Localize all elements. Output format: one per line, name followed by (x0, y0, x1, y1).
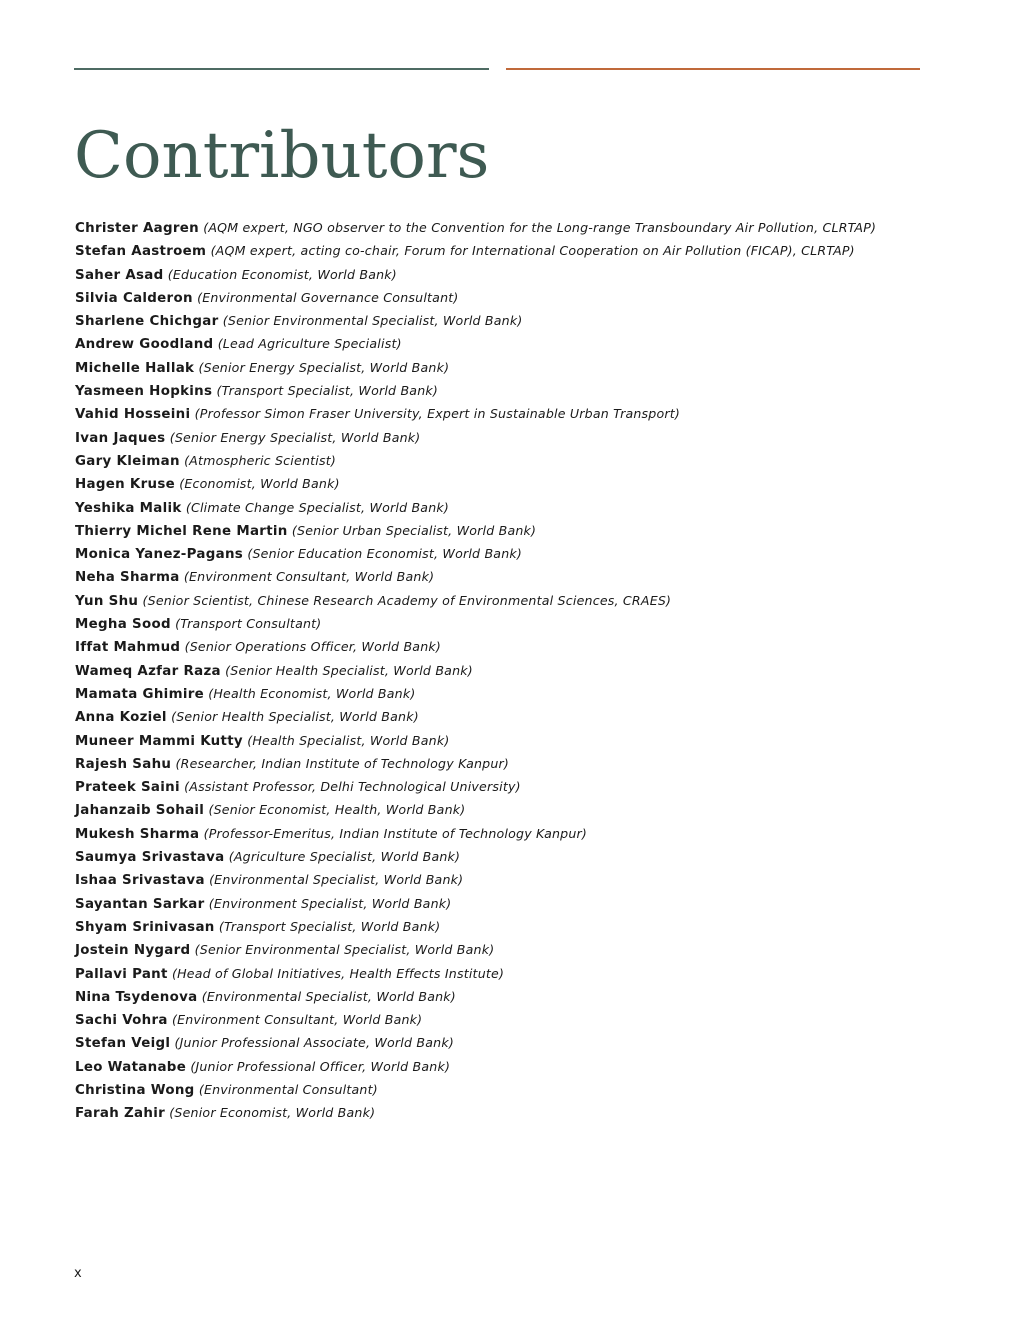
contributor-name: Farah Zahir (75, 1106, 166, 1122)
contributor-role: (Senior Environmental Specialist, World Bank) (222, 313, 523, 329)
contributor-name: Yun Shu (75, 593, 139, 609)
contributor-name: Hagen Kruse (75, 477, 175, 493)
contributor-entry (75, 729, 955, 752)
contributor-role: (Agriculture Specialist, World Bank) (228, 849, 461, 865)
contributor-role: (Transport Specialist, World Bank) (216, 383, 438, 399)
contributor-entry (75, 216, 955, 239)
contributor-name: Sachi Vohra (75, 1013, 168, 1029)
contributor-name: Anna Koziel (75, 710, 167, 726)
contributor-role: (Lead Agriculture Specialist) (217, 336, 402, 352)
contributor-entry (75, 798, 955, 821)
contributor-name: Jahanzaib Sohail (75, 803, 205, 819)
contributor-entry (75, 822, 955, 845)
contributor-role: (Senior Operations Officer, World Bank) (184, 639, 441, 655)
contributor-name: Leo Watanabe (75, 1059, 187, 1075)
contributor-entry (75, 1031, 955, 1054)
contributor-entry (75, 682, 955, 705)
contributor-role: (Environmental Consultant) (198, 1081, 378, 1097)
contributor-entry (75, 1078, 955, 1101)
contributor-role: (Senior Economist, World Bank) (169, 1105, 376, 1121)
contributor-name: Mamata Ghimire (75, 686, 204, 702)
contributor-entry (75, 938, 955, 961)
contributor-name: Michelle Hallak (75, 360, 195, 376)
contributor-role: (Assistant Professor, Delhi Technological University) (184, 779, 521, 795)
contributor-name: Sharlene Chichgar (75, 314, 219, 330)
contributor-name: Prateek Saini (75, 780, 180, 796)
contributor-entry (75, 332, 955, 355)
contributor-name: Megha Sood (75, 617, 171, 633)
contributor-role: (AQM expert, acting co-chair, Forum for International Cooperation on Air Pollution (FICAP), CLRTAP) (210, 243, 855, 259)
contributor-role: (AQM expert, NGO observer to the Convention for the Long-range Transboundary Air Pollution, CLRTAP) (203, 220, 877, 235)
contributor-name: Thierry Michel Rene Martin (75, 523, 288, 539)
contributor-name: Gary Kleiman (75, 453, 180, 469)
contributor-name: Silvia Calderon (75, 290, 193, 306)
contributor-role: (Senior Economist, Health, World Bank) (208, 802, 466, 818)
contributor-name: Ivan Jaques (75, 430, 166, 446)
contributor-entry (75, 612, 955, 635)
contributor-entry (75, 496, 955, 519)
contributor-name: Yasmeen Hopkins (75, 384, 213, 400)
contributor-name: Sayantan Sarkar (75, 896, 205, 912)
contributor-name: Saher Asad (75, 267, 164, 283)
contributor-name: Monica Yanez-Pagans (75, 547, 244, 563)
contributor-name: Andrew Goodland (75, 337, 214, 353)
contributor-role: (Junior Professional Associate, World Bank) (174, 1035, 454, 1051)
contributor-role: (Environmental Specialist, World Bank) (201, 988, 456, 1004)
contributor-entry (75, 356, 955, 379)
contributor-entry (75, 915, 955, 938)
contributor-entry (75, 752, 955, 775)
contributor-entry (75, 635, 955, 658)
contributor-role: (Senior Education Economist, World Bank) (247, 546, 522, 562)
contributor-entry (75, 379, 955, 402)
contributor-entry (75, 286, 955, 309)
contributor-name: Shyam Srinivasan (75, 919, 215, 935)
contributor-role: (Senior Energy Specialist, World Bank) (198, 359, 450, 375)
contributor-entry (75, 239, 955, 262)
contributor-entry (75, 472, 955, 495)
contributor-entry (75, 542, 955, 565)
page-title: Contributors (74, 119, 490, 193)
contributor-role: (Economist, World Bank) (179, 476, 340, 492)
contributor-role: (Junior Professional Officer, World Bank) (190, 1058, 451, 1074)
contributor-role: (Senior Scientist, Chinese Research Academy of Environmental Sciences, CRAES) (142, 592, 672, 608)
contributor-role: (Senior Environmental Specialist, World Bank) (194, 942, 495, 958)
contributor-entry (75, 892, 955, 915)
contributor-name: Christina Wong (75, 1082, 195, 1098)
contributor-entry (75, 449, 955, 472)
contributor-name: Vahid Hosseini (75, 407, 191, 423)
contributor-entry (75, 868, 955, 891)
contributor-role: (Environmental Governance Consultant) (197, 289, 459, 305)
contributor-role: (Senior Health Specialist, World Bank) (225, 662, 473, 678)
contributor-entry (75, 263, 955, 286)
contributor-role: (Transport Specialist, World Bank) (218, 918, 441, 934)
contributor-name: Pallavi Pant (75, 966, 168, 982)
contributor-role: (Climate Change Specialist, World Bank) (185, 499, 450, 515)
contributor-name: Christer Aagren (75, 221, 199, 236)
contributor-entry (75, 309, 955, 332)
contributor-name: Saumya Srivastava (75, 850, 225, 866)
contributor-role: (Senior Health Specialist, World Bank) (171, 709, 419, 725)
contributor-role: (Researcher, Indian Institute of Technology Kanpur) (175, 755, 510, 771)
contributor-name: Rajesh Sahu (75, 756, 172, 772)
contributor-role: (Head of Global Initiatives, Health Effects Institute) (171, 965, 505, 981)
contributor-name: Yeshika Malik (75, 500, 182, 516)
page-number: x (74, 1266, 82, 1281)
contributor-name: Stefan Aastroem (75, 244, 207, 260)
contributor-role: (Senior Energy Specialist, World Bank) (169, 429, 421, 445)
contributor-role: (Senior Urban Specialist, World Bank) (291, 522, 537, 538)
contributor-entry (75, 589, 955, 612)
contributor-role: (Professor-Emeritus, Indian Institute of Technology Kanpur) (203, 825, 588, 841)
contributor-name: Mukesh Sharma (75, 826, 200, 842)
contributor-role: (Health Economist, World Bank) (208, 685, 416, 701)
contributor-entry (75, 402, 955, 425)
contributor-entry (75, 1101, 955, 1124)
contributor-role: (Transport Consultant) (175, 616, 322, 632)
contributor-role: (Professor Simon Fraser University, Expert in Sustainable Urban Transport) (194, 406, 681, 422)
contributor-entry (75, 1055, 955, 1078)
contributor-entry (75, 845, 955, 868)
contributor-role: (Atmospheric Scientist) (184, 452, 336, 468)
contributor-role: (Education Economist, World Bank) (167, 266, 397, 282)
contributor-entry (75, 962, 955, 985)
contributor-entry (75, 705, 955, 728)
contributor-role: (Environment Specialist, World Bank) (208, 895, 452, 911)
header-rule-right (506, 68, 920, 70)
contributor-entry (75, 659, 955, 682)
contributor-role: (Environment Consultant, World Bank) (183, 569, 435, 585)
contributor-name: Iffat Mahmud (75, 640, 181, 656)
contributor-list (75, 216, 955, 1125)
contributor-role: (Health Specialist, World Bank) (247, 732, 450, 748)
contributor-name: Neha Sharma (75, 570, 180, 586)
contributor-role: (Environment Consultant, World Bank) (171, 1012, 423, 1028)
header-rule-left (74, 68, 489, 70)
contributor-entry (75, 775, 955, 798)
contributor-name: Muneer Mammi Kutty (75, 733, 243, 749)
contributor-entry (75, 565, 955, 588)
contributor-name: Nina Tsydenova (75, 989, 198, 1005)
contributor-entry (75, 1008, 955, 1031)
contributor-entry (75, 519, 955, 542)
contributor-entry (75, 426, 955, 449)
contributor-name: Stefan Veigl (75, 1036, 171, 1052)
contributor-name: Wameq Azfar Raza (75, 663, 221, 679)
contributor-entry (75, 985, 955, 1008)
contributor-role: (Environmental Specialist, World Bank) (209, 872, 464, 888)
contributor-name: Ishaa Srivastava (75, 873, 205, 889)
contributor-name: Jostein Nygard (75, 943, 191, 959)
